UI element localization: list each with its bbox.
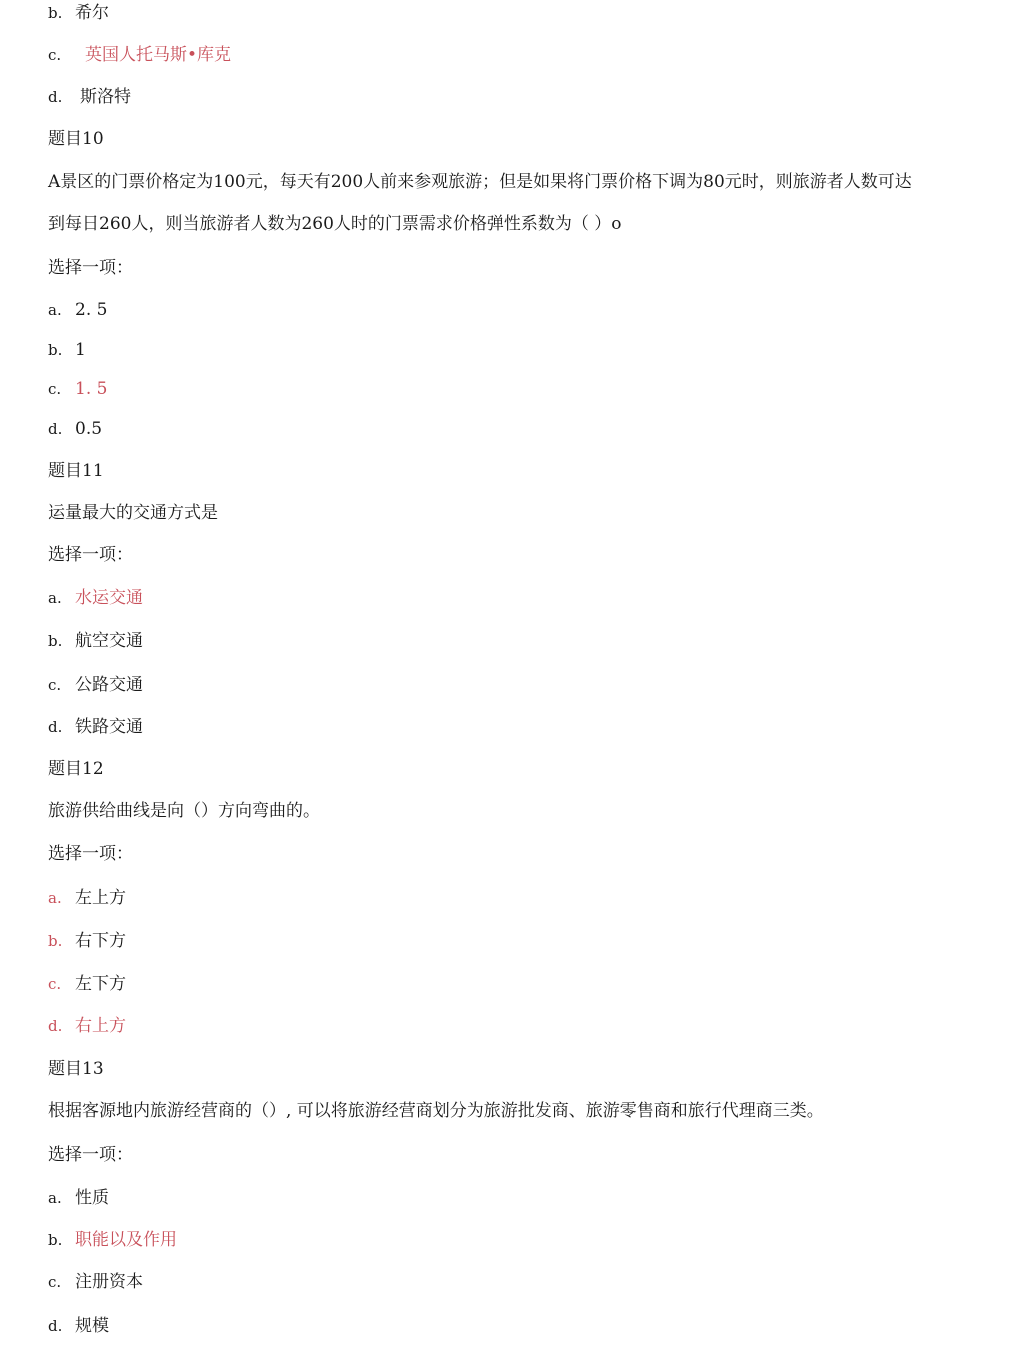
option-text: 2. 5: [75, 300, 108, 320]
q12-option-c[interactable]: [48, 973, 126, 995]
option-letter: a.: [48, 1189, 62, 1207]
option-letter: b.: [48, 932, 63, 950]
q11-option-d[interactable]: [48, 716, 143, 738]
option-text: 希尔: [75, 3, 109, 23]
option-letter: b.: [48, 4, 63, 22]
option-letter: a.: [48, 589, 62, 607]
q9-option-d[interactable]: [48, 86, 131, 108]
option-letter: a.: [48, 301, 62, 319]
q12-option-a[interactable]: [48, 887, 126, 909]
option-text-correct: 水运交通: [75, 588, 143, 608]
q9-option-b[interactable]: [48, 2, 109, 24]
q10-stem-line1: A景区的门票价格定为100元，每天有200人前来参观旅游；但是如果将门票价格下调为80元时，则旅游者人数可达: [48, 172, 912, 192]
option-text: 铁路交通: [75, 717, 143, 737]
option-letter: c.: [48, 46, 62, 64]
option-letter: c.: [48, 1273, 62, 1291]
option-text: 右下方: [75, 931, 126, 951]
q13-prompt: 选择一项：: [48, 1145, 133, 1165]
option-letter: d.: [48, 88, 63, 106]
option-text: 斯洛特: [80, 87, 131, 107]
option-text: 公路交通: [75, 675, 143, 695]
option-letter: b.: [48, 1231, 63, 1249]
q11-stem: 运量最大的交通方式是: [48, 503, 218, 523]
option-letter: d.: [48, 718, 63, 736]
q10-option-b[interactable]: [48, 339, 86, 361]
q9-option-c[interactable]: [48, 44, 231, 66]
q13-option-d[interactable]: [48, 1315, 109, 1337]
option-text-correct: 职能以及作用: [75, 1230, 177, 1250]
q10-option-c[interactable]: [48, 378, 107, 400]
option-letter: a.: [48, 889, 62, 907]
q11-prompt: 选择一项：: [48, 545, 133, 565]
option-text-correct: 1. 5: [75, 379, 108, 399]
option-letter: c.: [48, 676, 62, 694]
option-letter: b.: [48, 341, 63, 359]
option-letter: d.: [48, 1317, 63, 1335]
option-text: 航空交通: [75, 631, 143, 651]
option-letter: b.: [48, 632, 63, 650]
option-text-correct: 英国人托马斯•库克: [85, 45, 232, 65]
option-letter: d.: [48, 420, 63, 438]
q13-option-c[interactable]: [48, 1271, 143, 1293]
option-letter: d.: [48, 1017, 63, 1035]
q11-option-b[interactable]: [48, 630, 143, 652]
q13-option-a[interactable]: [48, 1187, 109, 1209]
option-text: 性质: [75, 1188, 109, 1208]
q12-stem: 旅游供给曲线是向（）方向弯曲的。: [48, 801, 320, 821]
q12-prompt: 选择一项：: [48, 844, 133, 864]
q12-option-d[interactable]: [48, 1015, 126, 1037]
q13-title: 题目13: [48, 1059, 104, 1079]
q10-option-d[interactable]: [48, 418, 102, 440]
option-text: 规模: [75, 1316, 109, 1336]
q11-option-c[interactable]: [48, 674, 143, 696]
option-text-correct: 右上方: [75, 1016, 126, 1036]
option-text: 左上方: [75, 888, 126, 908]
option-text: 注册资本: [75, 1272, 143, 1292]
option-text: 左下方: [75, 974, 126, 994]
q10-option-a[interactable]: [48, 299, 107, 321]
q13-stem: 根据客源地内旅游经营商的（）, 可以将旅游经营商划分为旅游批发商、旅游零售商和旅行代理商三类。: [48, 1101, 824, 1121]
q13-option-b[interactable]: [48, 1229, 177, 1251]
q11-option-a[interactable]: [48, 587, 143, 609]
q10-stem-line2: 到每日260人，则当旅游者人数为260人时的门票需求价格弹性系数为（ ）o: [48, 214, 622, 234]
q12-option-b[interactable]: [48, 930, 126, 952]
q12-title: 题目12: [48, 759, 104, 779]
q11-title: 题目11: [48, 461, 104, 481]
option-letter: c.: [48, 380, 62, 398]
option-text: 1: [75, 340, 86, 360]
option-letter: c.: [48, 975, 62, 993]
q10-prompt: 选择一项：: [48, 258, 133, 278]
option-text: 0.5: [75, 419, 103, 439]
q10-title: 题目10: [48, 129, 104, 149]
